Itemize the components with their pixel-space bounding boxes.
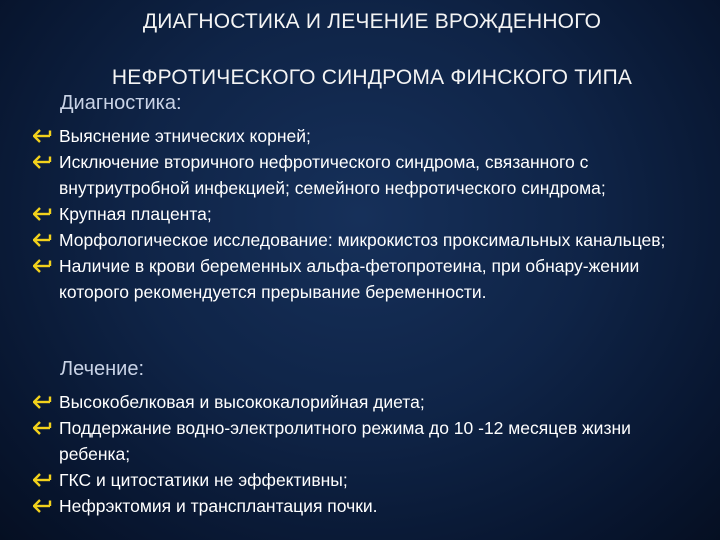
diagnostics-item-text: Морфологическое исследование: микрокистоз проксимальных канальцев;	[59, 230, 666, 250]
treatment-item	[0, 493, 720, 519]
diagnostics-item	[0, 227, 720, 253]
treatment-list	[0, 389, 720, 519]
treatment-item-text: ГКС и цитостатики не эффективны;	[59, 470, 348, 490]
treatment-item-text: Нефрэктомия и трансплантация почки.	[59, 496, 378, 516]
diagnostics-item	[0, 253, 720, 305]
treatment-item-text: Поддержание водно-электролитного режима до 10 -12 месяцев жизни ребенка;	[59, 418, 631, 464]
treatment-item-text: Высокобелковая и высококалорийная диета;	[59, 392, 425, 412]
arrow-left-icon	[33, 227, 55, 253]
treatment-item	[0, 389, 720, 415]
arrow-left-icon	[33, 149, 55, 175]
diagnostics-item-text: Наличие в крови беременных альфа-фетопротеина, при обнару-жении которого рекомендуется прерывание беременности.	[59, 256, 640, 302]
slide-title-line-1: ДИАГНОСТИКА И ЛЕЧЕНИЕ ВРОЖДЕННОГО	[142, 10, 602, 33]
diagnostics-heading: Диагностика:	[60, 92, 182, 114]
diagnostics-item-text: Исключение вторичного нефротического синдрома, связанного с внутриутробной инфекцией; семейного нефротического синдрома;	[59, 152, 606, 198]
treatment-item	[0, 415, 720, 467]
arrow-left-icon	[33, 415, 55, 441]
treatment-item	[0, 467, 720, 493]
diagnostics-item	[0, 149, 720, 201]
slide-title-line-2: НЕФРОТИЧЕСКОГО СИНДРОМА ФИНСКОГО ТИПА	[111, 66, 633, 89]
treatment-heading: Лечение:	[60, 358, 145, 380]
diagnostics-item-text: Выяснение этнических корней;	[59, 126, 311, 146]
arrow-left-icon	[33, 201, 55, 227]
diagnostics-item-text: Крупная плацента;	[59, 204, 212, 224]
diagnostics-item	[0, 201, 720, 227]
diagnostics-list	[0, 123, 720, 305]
arrow-left-icon	[33, 123, 55, 149]
arrow-left-icon	[33, 493, 55, 519]
arrow-left-icon	[33, 389, 55, 415]
diagnostics-item	[0, 123, 720, 149]
arrow-left-icon	[33, 467, 55, 493]
arrow-left-icon	[33, 253, 55, 279]
